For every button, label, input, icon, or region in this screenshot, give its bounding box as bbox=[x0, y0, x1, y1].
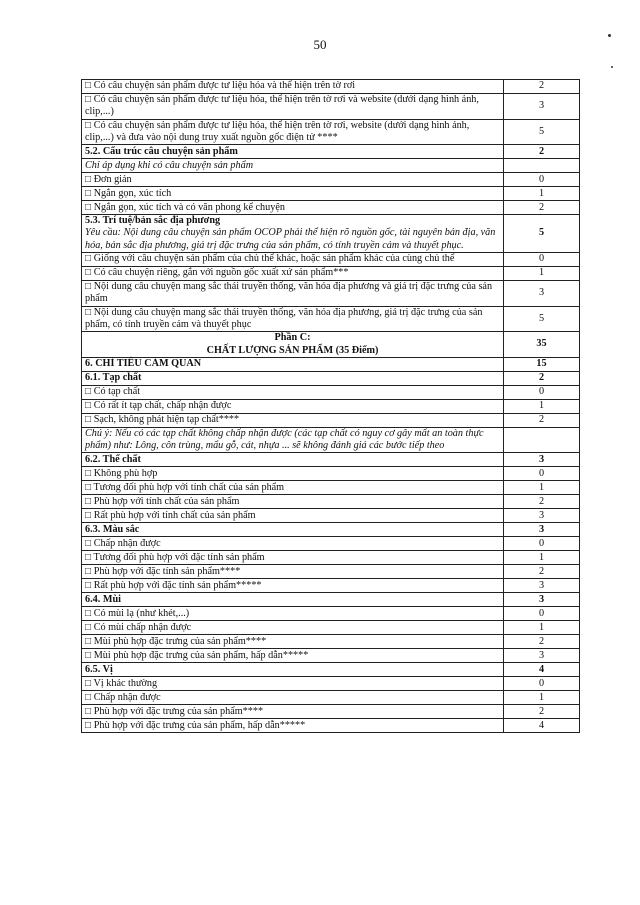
criterion-cell bbox=[82, 357, 504, 371]
criterion-text: □ Nội dung câu chuyện mang sắc thái truyền thống, văn hóa địa phương và giá trị đặc trưng của sản phẩm bbox=[85, 281, 493, 305]
criterion-subtext: CHẤT LƯỢNG SẢN PHẨM (35 Điểm) bbox=[206, 344, 379, 356]
criterion-text: □ Đơn giản bbox=[85, 173, 132, 185]
point-cell: 3 bbox=[504, 281, 580, 307]
page-number: 50 bbox=[313, 37, 327, 52]
criterion-text: 6.4. Mùi bbox=[85, 593, 121, 605]
criterion-text: 6. CHỈ TIÊU CẢM QUAN bbox=[85, 358, 202, 370]
criterion-cell bbox=[82, 565, 504, 579]
criterion-text: □ Có mùi lạ (như khét,...) bbox=[85, 607, 190, 619]
criterion-text: □ Phù hợp với đặc tính sản phẩm**** bbox=[85, 565, 241, 577]
criterion-cell bbox=[82, 621, 504, 635]
point-cell: 5 bbox=[504, 119, 580, 145]
criterion-text: □ Có rất ít tạp chất, chấp nhận được bbox=[85, 400, 232, 412]
criterion-text: □ Chấp nhận được bbox=[85, 691, 161, 703]
criterion-text: 5.2. Cấu trúc câu chuyện sản phẩm bbox=[85, 145, 238, 157]
point-cell: 0 bbox=[504, 253, 580, 267]
criterion-cell bbox=[82, 332, 504, 358]
criterion-text: □ Có câu chuyện sản phẩm được tư liệu hóa, thể hiện trên tờ rơi và website (dưới dạng hình ảnh, clip,...) bbox=[85, 94, 479, 118]
criterion-cell bbox=[82, 413, 504, 427]
table-row bbox=[82, 215, 580, 253]
point-cell: 3 bbox=[504, 649, 580, 663]
point-cell bbox=[504, 159, 580, 173]
table-row bbox=[82, 332, 580, 358]
criterion-cell bbox=[82, 551, 504, 565]
criterion-text: □ Rất phù hợp với đặc tính sản phẩm***** bbox=[85, 579, 262, 591]
point-cell: 0 bbox=[504, 385, 580, 399]
table-row bbox=[82, 663, 580, 677]
table-row bbox=[82, 579, 580, 593]
criterion-cell bbox=[82, 649, 504, 663]
table-row bbox=[82, 565, 580, 579]
criterion-text: □ Ngắn gọn, xúc tích bbox=[85, 187, 172, 199]
criterion-cell bbox=[82, 145, 504, 159]
point-cell: 1 bbox=[504, 551, 580, 565]
criterion-text: □ Rất phù hợp với tính chất của sản phẩm bbox=[85, 509, 256, 521]
point-cell: 4 bbox=[504, 719, 580, 733]
point-cell: 1 bbox=[504, 399, 580, 413]
point-cell: 2 bbox=[504, 565, 580, 579]
criterion-cell bbox=[82, 80, 504, 94]
table-row bbox=[82, 509, 580, 523]
point-cell: 3 bbox=[504, 593, 580, 607]
table-row bbox=[82, 453, 580, 467]
table-row bbox=[82, 173, 580, 187]
table-row bbox=[82, 385, 580, 399]
criterion-cell bbox=[82, 253, 504, 267]
criterion-text: 6.3. Màu sắc bbox=[85, 523, 140, 535]
table-row bbox=[82, 593, 580, 607]
point-cell: 2 bbox=[504, 145, 580, 159]
criterion-cell bbox=[82, 635, 504, 649]
criterion-cell bbox=[82, 705, 504, 719]
table-row bbox=[82, 119, 580, 145]
criterion-cell bbox=[82, 215, 504, 253]
table-row bbox=[82, 523, 580, 537]
criterion-text: □ Vị khác thường bbox=[85, 677, 158, 689]
criterion-cell bbox=[82, 371, 504, 385]
point-cell: 1 bbox=[504, 187, 580, 201]
point-cell: 5 bbox=[504, 215, 580, 253]
criterion-text: □ Có câu chuyện riêng, gắn với nguồn gốc xuất xứ sản phẩm*** bbox=[85, 267, 349, 279]
table-row bbox=[82, 413, 580, 427]
criterion-cell bbox=[82, 453, 504, 467]
point-cell: 4 bbox=[504, 663, 580, 677]
criterion-text: 6.2. Thể chất bbox=[85, 453, 141, 465]
criterion-cell bbox=[82, 399, 504, 413]
point-cell: 1 bbox=[504, 267, 580, 281]
criterion-text: □ Có câu chuyện sản phẩm được tư liệu hóa và thể hiện trên tờ rơi bbox=[85, 80, 356, 92]
point-cell: 0 bbox=[504, 677, 580, 691]
point-cell: 0 bbox=[504, 467, 580, 481]
criterion-cell bbox=[82, 201, 504, 215]
point-cell: 3 bbox=[504, 579, 580, 593]
table-row bbox=[82, 551, 580, 565]
scoring-table bbox=[81, 79, 580, 733]
table-row bbox=[82, 357, 580, 371]
table-row bbox=[82, 691, 580, 705]
criterion-text: □ Ngắn gọn, xúc tích và có văn phong kể chuyện bbox=[85, 201, 285, 213]
criterion-text: □ Tương đối phù hợp với tính chất của sản phẩm bbox=[85, 481, 285, 493]
table-row bbox=[82, 607, 580, 621]
point-cell: 2 bbox=[504, 705, 580, 719]
table-row bbox=[82, 719, 580, 733]
criterion-text: Chỉ áp dụng khi có câu chuyện sản phẩm bbox=[85, 159, 254, 171]
table-row bbox=[82, 281, 580, 307]
table-row bbox=[82, 80, 580, 94]
criterion-cell bbox=[82, 427, 504, 453]
criterion-text: □ Có câu chuyện sản phẩm được tư liệu hóa, thể hiện trên tờ rơi, website (dưới dạng hình ảnh, clip,...) và đưa vào nội dung truy xuất nguồn gốc điện tử **** bbox=[85, 119, 470, 143]
criterion-cell bbox=[82, 495, 504, 509]
criterion-text: □ Có mùi chấp nhận được bbox=[85, 621, 192, 633]
table-row bbox=[82, 187, 580, 201]
table-row bbox=[82, 399, 580, 413]
criterion-cell bbox=[82, 663, 504, 677]
table-row bbox=[82, 467, 580, 481]
criterion-subtext: Yêu cầu: Nội dung câu chuyện sản phẩm OCOP phải thể hiện rõ nguồn gốc, tài nguyên bản địa, văn hóa, bản sắc địa phương, giá trị đặc trưng của sản phẩm, có tính truyền cảm và thuyết phục. bbox=[85, 227, 496, 251]
criterion-text: □ Tương đối phù hợp với đặc tính sản phẩm bbox=[85, 551, 265, 563]
criterion-cell bbox=[82, 173, 504, 187]
criterion-cell bbox=[82, 187, 504, 201]
point-cell: 2 bbox=[504, 635, 580, 649]
scan-mark bbox=[611, 66, 613, 68]
criterion-cell bbox=[82, 385, 504, 399]
table-row bbox=[82, 371, 580, 385]
criterion-text: □ Giống với câu chuyện sản phẩm của chủ thể khác, hoặc sản phẩm khác của cùng chủ thể bbox=[85, 253, 455, 265]
table-row bbox=[82, 427, 580, 453]
criterion-text: 6.5. Vị bbox=[85, 663, 113, 675]
point-cell: 5 bbox=[504, 306, 580, 332]
table-row bbox=[82, 253, 580, 267]
table-row bbox=[82, 635, 580, 649]
table-row bbox=[82, 94, 580, 120]
point-cell: 35 bbox=[504, 332, 580, 358]
criterion-cell bbox=[82, 537, 504, 551]
point-cell: 1 bbox=[504, 621, 580, 635]
point-cell: 3 bbox=[504, 94, 580, 120]
table-row bbox=[82, 306, 580, 332]
table-row bbox=[82, 649, 580, 663]
criterion-cell bbox=[82, 267, 504, 281]
table-row bbox=[82, 677, 580, 691]
point-cell: 0 bbox=[504, 173, 580, 187]
criterion-text: □ Phù hợp với đặc trưng của sản phẩm, hấp dẫn***** bbox=[85, 719, 306, 731]
criterion-cell bbox=[82, 607, 504, 621]
criterion-text: □ Không phù hợp bbox=[85, 467, 158, 479]
criterion-cell bbox=[82, 159, 504, 173]
table-row bbox=[82, 201, 580, 215]
table-row bbox=[82, 145, 580, 159]
criterion-cell bbox=[82, 691, 504, 705]
criterion-cell bbox=[82, 94, 504, 120]
criterion-text: □ Chấp nhận được bbox=[85, 537, 161, 549]
point-cell: 3 bbox=[504, 509, 580, 523]
point-cell bbox=[504, 427, 580, 453]
point-cell: 0 bbox=[504, 537, 580, 551]
criterion-text: □ Mùi phù hợp đặc trưng của sản phẩm**** bbox=[85, 635, 267, 647]
criterion-cell bbox=[82, 281, 504, 307]
criterion-text: 5.3. Trí tuệ/bản sắc địa phương bbox=[85, 215, 221, 227]
table-row bbox=[82, 481, 580, 495]
criterion-text: □ Mùi phù hợp đặc trưng của sản phẩm, hấp dẫn***** bbox=[85, 649, 309, 661]
table-row bbox=[82, 537, 580, 551]
point-cell: 1 bbox=[504, 481, 580, 495]
point-cell: 1 bbox=[504, 691, 580, 705]
table-row bbox=[82, 267, 580, 281]
point-cell: 0 bbox=[504, 607, 580, 621]
criterion-text: □ Phù hợp với đặc trưng của sản phẩm**** bbox=[85, 705, 264, 717]
point-cell: 2 bbox=[504, 371, 580, 385]
table-row bbox=[82, 159, 580, 173]
criterion-cell bbox=[82, 579, 504, 593]
point-cell: 2 bbox=[504, 80, 580, 94]
criterion-cell bbox=[82, 306, 504, 332]
criterion-cell bbox=[82, 593, 504, 607]
table-row bbox=[82, 705, 580, 719]
point-cell: 3 bbox=[504, 453, 580, 467]
criterion-text: 6.1. Tạp chất bbox=[85, 372, 142, 384]
scan-mark bbox=[608, 34, 611, 37]
criterion-text: □ Có tạp chất bbox=[85, 386, 141, 398]
criterion-cell bbox=[82, 509, 504, 523]
table-row bbox=[82, 495, 580, 509]
criterion-text: □ Nội dung câu chuyện mang sắc thái truyền thống, văn hóa địa phương, giá trị đặc trưng của sản phẩm, có tính truyền cảm và thuyết phục bbox=[85, 306, 483, 330]
point-cell: 2 bbox=[504, 413, 580, 427]
criterion-cell bbox=[82, 523, 504, 537]
criterion-cell bbox=[82, 119, 504, 145]
point-cell: 2 bbox=[504, 201, 580, 215]
criterion-text: Phần C: bbox=[274, 332, 311, 344]
criterion-cell bbox=[82, 467, 504, 481]
criterion-cell bbox=[82, 481, 504, 495]
point-cell: 2 bbox=[504, 495, 580, 509]
table-row bbox=[82, 621, 580, 635]
criterion-cell bbox=[82, 677, 504, 691]
criterion-text: □ Sạch, không phát hiện tạp chất**** bbox=[85, 414, 240, 426]
criterion-text: □ Phù hợp với tính chất của sản phẩm bbox=[85, 495, 240, 507]
criterion-text: Chú ý: Nếu có các tạp chất không chấp nhận được (các tạp chất có nguy cơ gây mất an toàn thực phẩm) như: Lông, côn trùng, mẩu gỗ, cát, nhựa ... sẽ không đánh giá các bước tiếp theo bbox=[85, 427, 484, 452]
point-cell: 15 bbox=[504, 357, 580, 371]
point-cell: 3 bbox=[504, 523, 580, 537]
criterion-cell bbox=[82, 719, 504, 733]
